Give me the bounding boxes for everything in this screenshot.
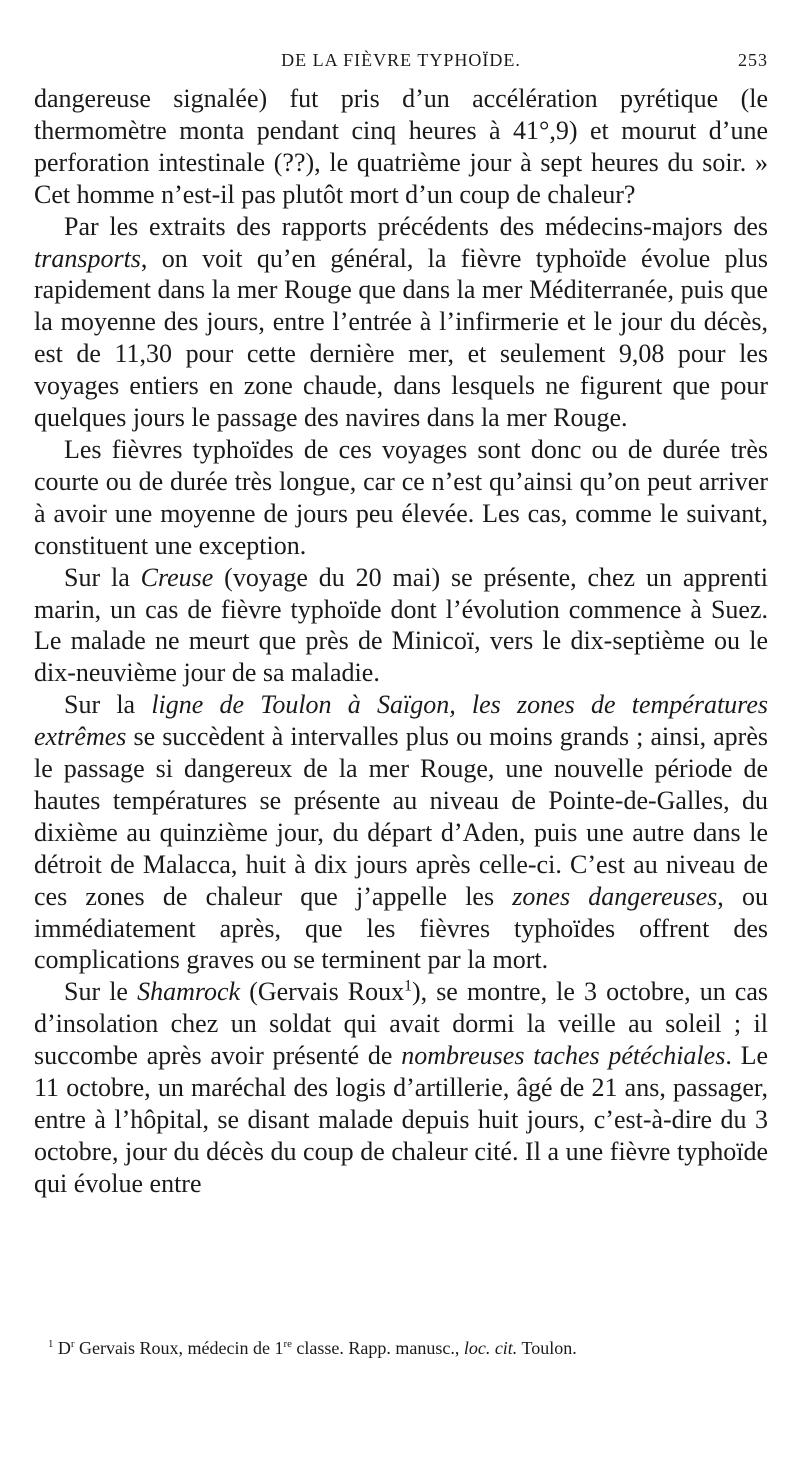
text-run: , ou immédiatement après, que les fièvres typhoïdes offrent des complications graves ou se terminent par la mort. — [34, 881, 768, 975]
paragraph-6 — [34, 976, 768, 1199]
text-run: se succèdent à intervalles plus ou moins grands ; ainsi, après le passage si dangereux de la mer Rouge, une nouvelle période de hautes températures se présente au niveau de Pointe-de-Galles, du dixième au quinzième jour, du départ d’Aden, puis une autre dans le détroit de Malacca, huit à dix jours après celle-ci. C’est au niveau de ces zones de chaleur que j’appelle les — [34, 722, 768, 911]
footnote — [48, 1336, 768, 1360]
text-run: Sur la — [64, 690, 152, 720]
paragraph-4 — [34, 562, 768, 690]
text-run: Sur le — [64, 977, 138, 1007]
text-run: (voyage du 20 mai) se présente, chez un apprenti marin, un cas de fièvre typhoïde dont l’évolution commence à Suez. Le malade ne meurt que près de Minicoï, vers le dix-septième ou le dix-neuvième jour de sa maladie. — [34, 562, 769, 688]
footnote-text: Gervais Roux, médecin de 1 — [74, 1338, 284, 1358]
text-run: dangereuse signalée) fut pris d’un accélération pyrétique (le thermomètre monta pendant cinq heures à 41°,9) et mourut d’une perforation intestinale (??), le quatrième jour à sept heures du soir. » Cet homme n’est-il pas plutôt mort d’un coup de chaleur? — [34, 84, 768, 209]
text-run: ), se montre, le 3 octobre, un cas d’insolation chez un soldat qui avait dormi la veille au soleil ; il succombe après avoir présenté de — [34, 977, 768, 1071]
paragraph-1 — [34, 83, 768, 211]
footnote-sup: r — [70, 1338, 75, 1350]
text-run: . Le 11 octobre, un maréchal des logis d’artillerie, âgé de 21 ans, passager, entre à l’hôpital, se disant malade depuis huit jours, c’est-à-dire du 3 octobre, jour du décès du coup de chaleur cité. Il a une fièvre typhoïde qui évolue entre — [34, 1041, 769, 1198]
italic-run: Creuse — [140, 562, 214, 592]
italic-run: nombreuses taches pétéchiales — [401, 1041, 726, 1071]
running-head — [34, 50, 768, 74]
footnote-sup: re — [283, 1338, 292, 1350]
italic-run: transports — [34, 243, 141, 273]
text-run: (Gervais Roux — [240, 977, 405, 1007]
italic-run: ligne de Toulon à Saïgon, les zones de températures extrêmes — [34, 690, 768, 752]
text-run: Par les extraits des rapports précédents des médecins-majors des — [64, 211, 768, 241]
paragraph-2 — [34, 211, 768, 434]
page-number: 253 — [738, 50, 768, 70]
footnote-ref: 1 — [404, 977, 412, 995]
book-page — [34, 0, 768, 1474]
text-run: Sur la — [64, 562, 141, 592]
footnote-number: 1 — [48, 1338, 54, 1350]
paragraph-5 — [34, 689, 768, 976]
running-title: DE LA FIÈVRE TYPHOÏDE. — [281, 50, 521, 70]
italic-run: Shamrock — [137, 977, 241, 1007]
footnote-text: Toulon. — [517, 1338, 577, 1358]
text-run: , on voit qu’en général, la fièvre typhoïde évolue plus rapidement dans la mer Rouge que dans la mer Méditerranée, puis que la moyenne des jours, entre l’entrée à l’infirmerie et le jour du décès, est de 11,30 pour cette dernière mer, et seulement 9,08 pour les voyages entiers en zone chaude, dans lesquels ne figurent que pour quelques jours le passage des navires dans la mer Rouge. — [34, 243, 768, 433]
italic-run: zones dangereuses — [512, 881, 718, 911]
paragraph-3 — [34, 434, 768, 562]
body-text — [34, 83, 768, 1200]
text-run: Les fièvres typhoïdes de ces voyages sont donc ou de durée très courte ou de durée très longue, car ce n’est qu’ainsi qu’on peut arriver à avoir une moyenne de jours peu élevée. Les cas, comme le suivant, constituent une exception. — [34, 434, 768, 560]
footnote-italic: loc. cit. — [463, 1338, 518, 1358]
footnote-text: classe. Rapp. manusc., — [291, 1338, 464, 1358]
footnote-text: D — [53, 1338, 71, 1358]
